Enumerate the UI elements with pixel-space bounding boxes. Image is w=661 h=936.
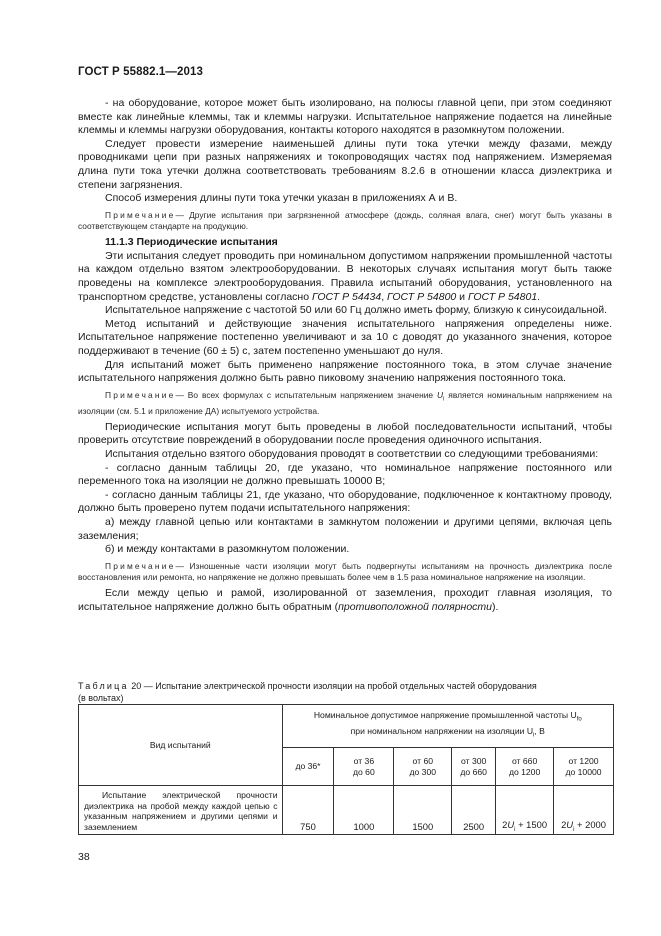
range-line: до 1200 bbox=[508, 766, 541, 777]
standard-reference: ГОСТ Р 54801 bbox=[467, 290, 538, 303]
page-number: 38 bbox=[78, 851, 90, 863]
note-text: — Во всех формулах с испытательным напряжением значение bbox=[175, 389, 437, 400]
row-label: Испытание электрической прочности диэлектрика на пробой между каждой цепью с указанным напряжением и другими цепями и заземлением bbox=[79, 786, 283, 835]
variable: U bbox=[566, 818, 574, 830]
range-line: от 36 bbox=[353, 756, 375, 766]
column-header-test-type: Вид испытаний bbox=[79, 705, 283, 786]
text-run: Эти испытания следует проводить при номинальном допустимом напряжении промышленной частоты на каждом отдельно взятом электрооборудовании. В некоторых случаях испытания могут быть также проведены на комплексе электрооборудования. Правила испытаний оборудования, установленного на транспортном средстве, установлены согласно bbox=[78, 249, 612, 303]
variable: U bbox=[436, 389, 444, 400]
table-cell: 1000 bbox=[334, 786, 394, 835]
header-text: Номинальное допустимое напряжение промышленной частоты U bbox=[313, 709, 577, 720]
formula-part: 2 bbox=[502, 818, 508, 830]
column-header-range bbox=[554, 748, 614, 786]
formula-part: 2 bbox=[561, 818, 567, 830]
subscript: i bbox=[533, 732, 535, 739]
standard-reference: ГОСТ Р 54434 bbox=[311, 290, 382, 303]
table-cell: 750 bbox=[282, 786, 334, 835]
column-header-range bbox=[452, 748, 496, 786]
column-header-voltage bbox=[282, 705, 613, 748]
test-voltage-table bbox=[78, 704, 614, 835]
column-header-range bbox=[282, 748, 334, 786]
note bbox=[78, 561, 612, 583]
header-text: при номинальном напряжении на изоляции U bbox=[350, 726, 534, 736]
subscript: fo bbox=[576, 716, 582, 723]
table-caption bbox=[78, 681, 612, 704]
range-line: от 60 bbox=[412, 756, 434, 766]
paragraph: а) между главной цепью или контактами в замкнутом положении и другими цепями, включая цепь заземления; bbox=[78, 515, 612, 542]
range-line: от 1200 bbox=[568, 756, 599, 766]
table-caption-text: 20 — Испытание электрической прочности изоляции на пробой отдельных частей оборудования bbox=[128, 681, 537, 691]
paragraph: - на оборудование, которое может быть изолировано, на полюсы главной цепи, при этом соединяют вместе как линейные клеммы, так и клеммы нагрузки. Испытательное напряжение подается на линейные клеммы и клеммы нагрузки оборудования, контакты которого находятся в разомкнутом положении. bbox=[78, 97, 612, 137]
text-run: , bbox=[381, 290, 388, 303]
paragraph: Для испытаний может быть применено напряжение постоянного тока, в этом случае значение испытательного напряжения должно быть равно пиковому значению напряжения постоянного тока. bbox=[78, 358, 612, 385]
range-line: от 660 bbox=[511, 756, 538, 766]
table-units: (в вольтах) bbox=[78, 692, 124, 703]
paragraph: Испытания отдельно взятого оборудования проводят в соответствии со следующими требованиями: bbox=[105, 447, 599, 460]
note-label: Примечание bbox=[105, 389, 176, 400]
column-header-range bbox=[394, 748, 452, 786]
table-cell: 1500 bbox=[394, 786, 452, 835]
table-caption-label: Таблица bbox=[78, 681, 129, 691]
range-line: до 10000 bbox=[565, 766, 602, 777]
paragraph: Испытательное напряжение с частотой 50 или 60 Гц должно иметь форму, близкую к синусоидальной. bbox=[105, 304, 608, 317]
subscript: i bbox=[573, 826, 575, 833]
paragraph: - согласно данным таблицы 20, где указано, что номинальное напряжение постоянного или переменного тока на изоляции не должно превышать 10000 В; bbox=[78, 461, 612, 488]
standard-reference: ГОСТ Р 54800 bbox=[387, 290, 457, 303]
text-run: и bbox=[456, 290, 468, 303]
range-line: от 300 bbox=[461, 756, 487, 766]
paragraph: Способ измерения длины пути тока утечки указан в приложениях А и В. bbox=[105, 192, 458, 205]
standard-header: ГОСТ Р 55882.1—2013 bbox=[78, 66, 203, 78]
range-line: до 660 bbox=[460, 766, 487, 777]
subscript: i bbox=[443, 396, 445, 403]
body-text bbox=[78, 97, 612, 614]
note bbox=[78, 210, 612, 232]
formula-part: + 1500 bbox=[515, 818, 548, 830]
note-label: Примечание bbox=[105, 209, 176, 220]
paragraph: Метод испытаний и действующие значения испытательного напряжения определены ниже. Испытательное напряжение постепенно увеличивают и за 10 с доводят до указанного значения, которое поддерживают в течение (60 ± 5) с, затем постепенно уменьшают до нуля. bbox=[78, 317, 612, 357]
formula-part: + 2000 bbox=[574, 818, 606, 830]
paragraph: - согласно данным таблицы 21, где указано, что оборудование, подключенное к контактному проводу, должно быть проверено путем подачи испытательного напряжения: bbox=[78, 488, 612, 515]
note-text: является номинальным напряжением на изоляции (см. 5.1 и приложение ДА) испытуемого устройства. bbox=[78, 389, 612, 416]
note-label: Примечание bbox=[105, 560, 176, 571]
italic-text: противоположной полярности bbox=[338, 600, 493, 613]
range-line: до 36* bbox=[295, 761, 321, 772]
section-title: 11.1.3 Периодические испытания bbox=[105, 236, 278, 249]
text-run: ). bbox=[492, 600, 499, 613]
paragraph: Следует провести измерение наименьшей длины пути тока утечки между фазами, между проводниками цепи при разных напряжениях и токопроводящих частях под напряжением. Измеряемая длина пути тока утечки должна соответствовать требованиям 8.2.6 в отношении класса диэлектрика и степени загрязнения. bbox=[78, 137, 612, 191]
text-run: Если между цепью и рамой, изолированной от заземления, проходит главная изоляция, то испытательное напряжение должно быть обратным ( bbox=[78, 587, 612, 613]
table-cell bbox=[554, 786, 614, 835]
variable: U bbox=[507, 818, 515, 830]
subscript: i bbox=[514, 826, 516, 833]
note-text: — Изношенные части изоляции могут быть подвергнуты испытаниям на прочность диэлектрика после восстановления или ремонта, но напряжение не должно превышать более чем в 1.5 раза номинальное напряжение на изоляции. bbox=[78, 560, 612, 582]
table-row bbox=[79, 786, 614, 835]
paragraph bbox=[78, 587, 612, 614]
column-header-range bbox=[496, 748, 554, 786]
text-run: . bbox=[537, 290, 541, 303]
paragraph bbox=[78, 250, 612, 304]
table-cell: 2500 bbox=[452, 786, 496, 835]
range-line: до 300 bbox=[409, 766, 437, 777]
table-cell bbox=[496, 786, 554, 835]
column-header-range bbox=[334, 748, 394, 786]
header-text: , В bbox=[534, 726, 545, 736]
paragraph: Периодические испытания могут быть проведены в любой последовательности испытаний, чтобы проверить отсутствие повреждений в оборудовании после проведения одиночного испытания. bbox=[78, 420, 612, 447]
note-text: — Другие испытания при загрязненной атмосфере (дождь, соляная влага, снег) могут быть указаны в соответствующем стандарте на продукцию. bbox=[78, 209, 612, 231]
paragraph: б) и между контактами в разомкнутом положении. bbox=[105, 543, 350, 556]
note bbox=[78, 390, 612, 417]
range-line: до 60 bbox=[353, 766, 375, 777]
